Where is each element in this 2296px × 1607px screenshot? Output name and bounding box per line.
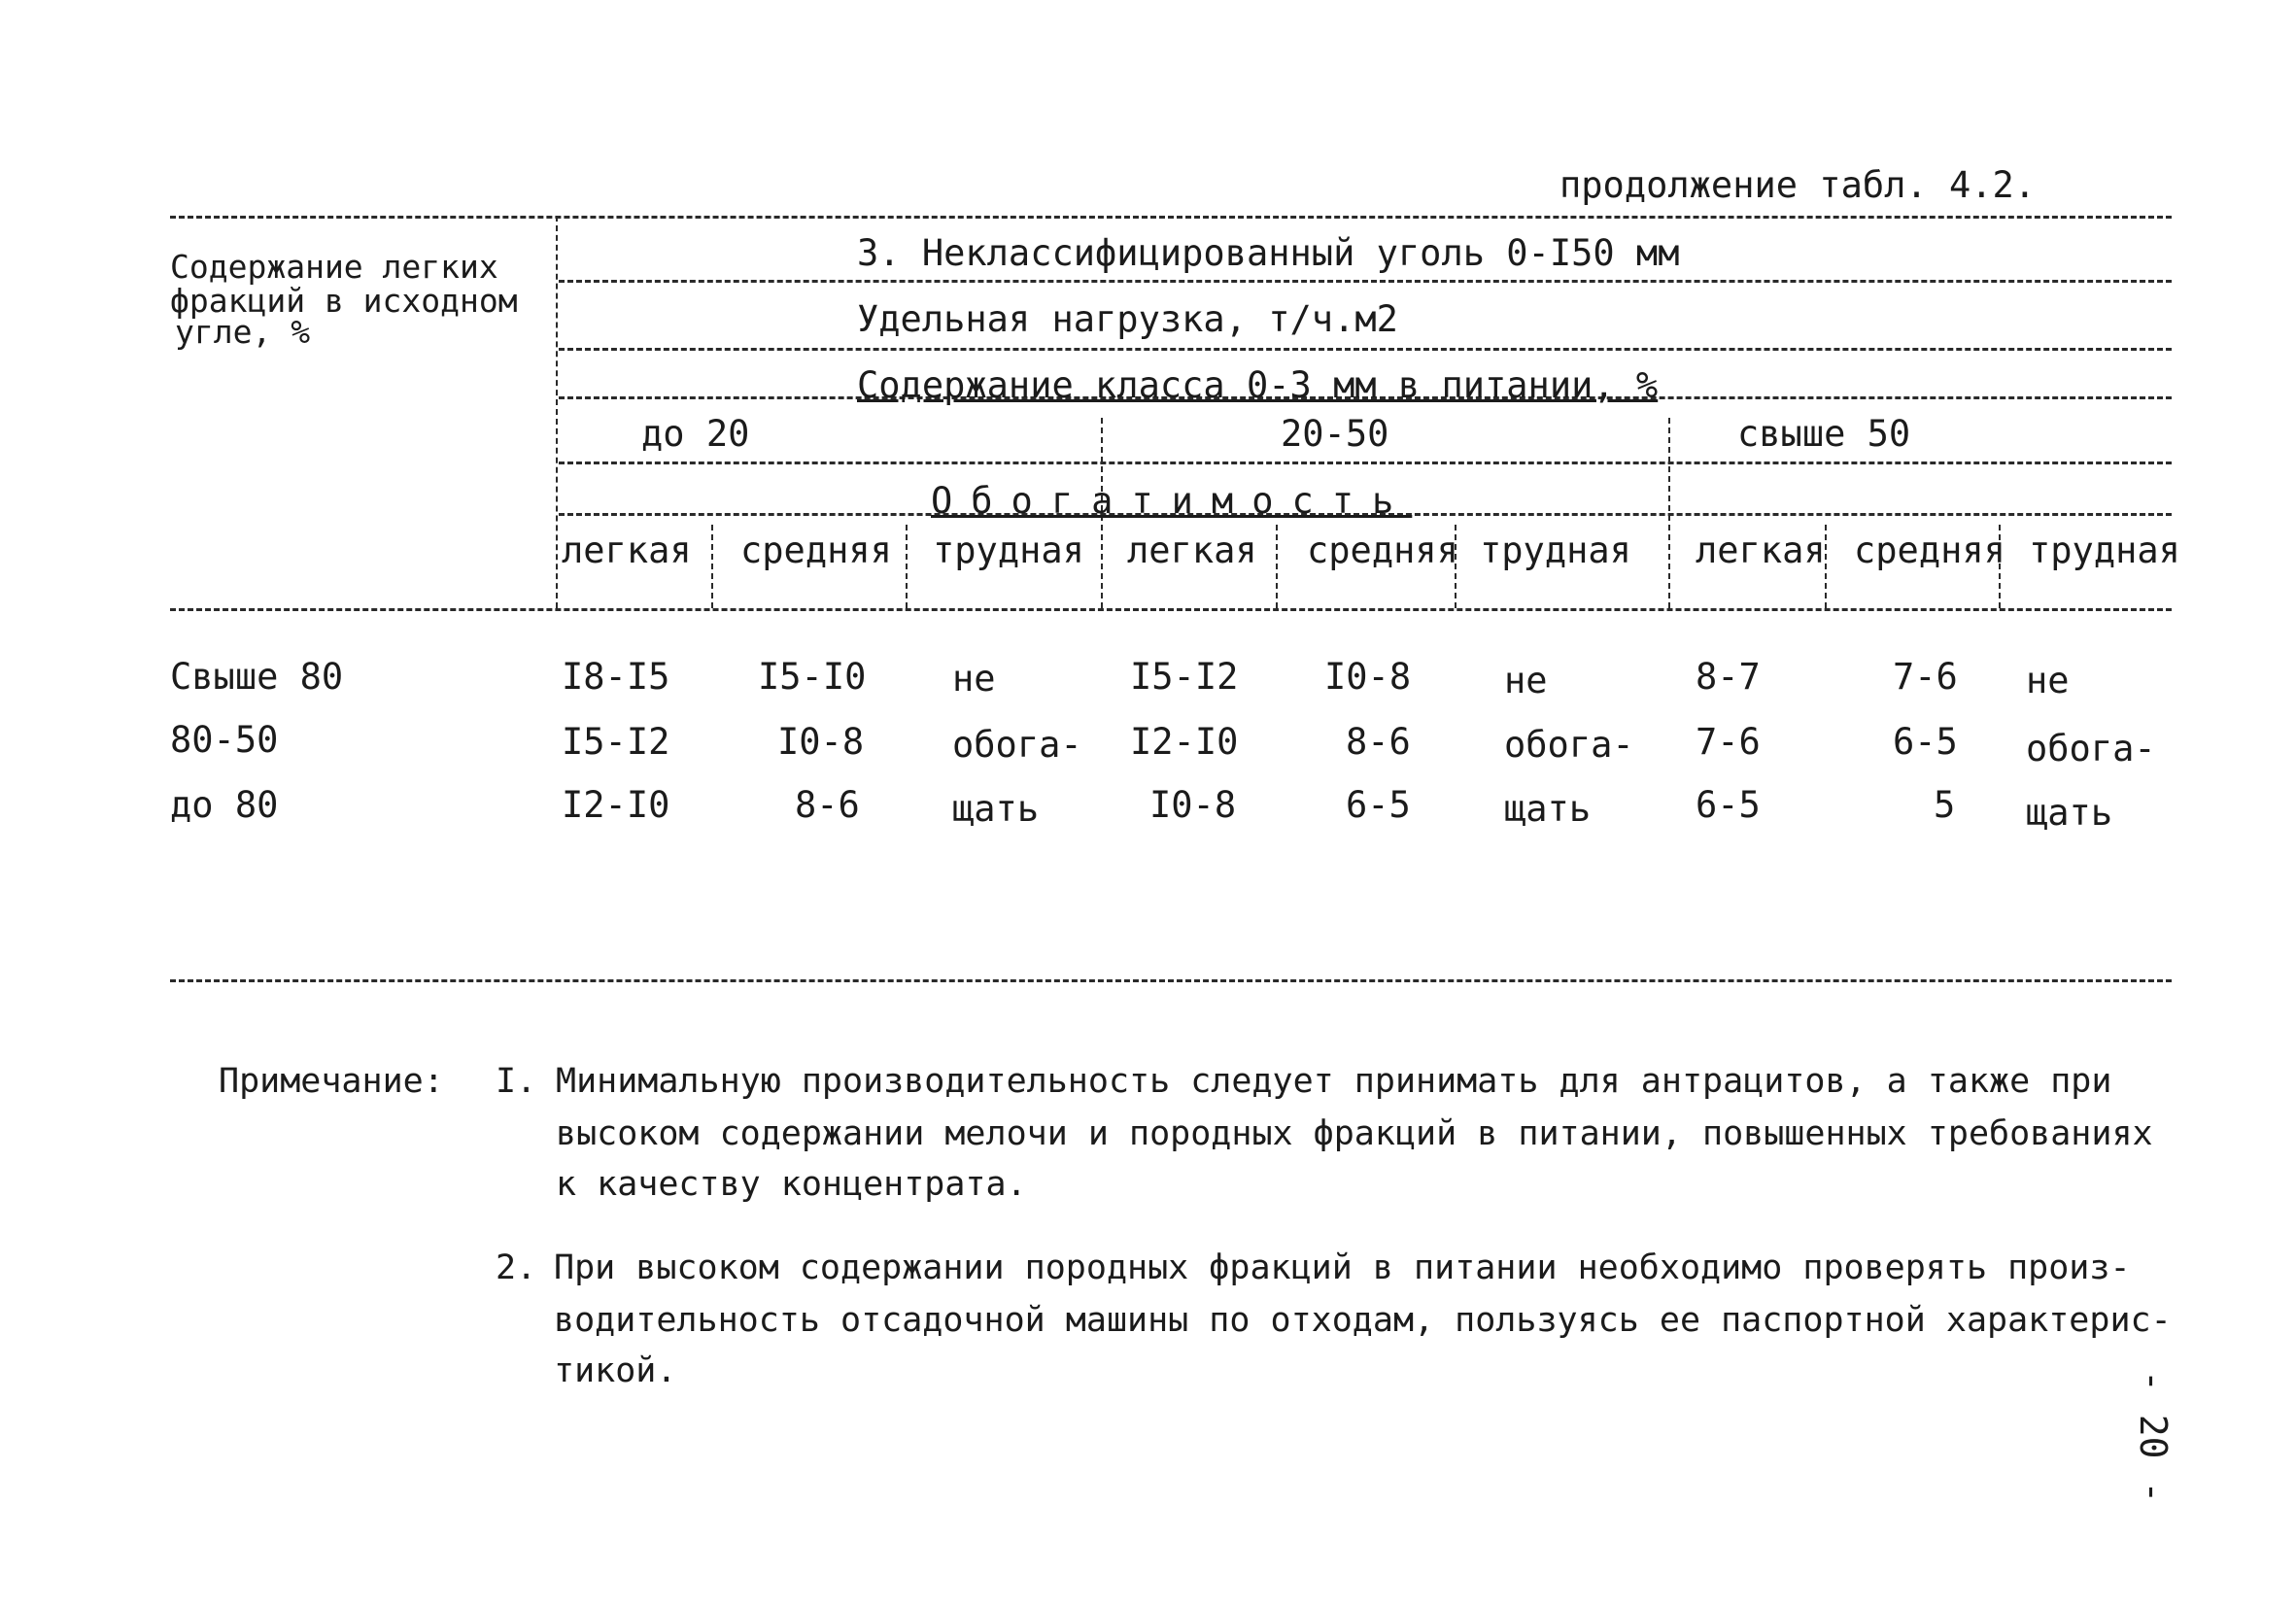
section-title: 3. Неклассифицированный уголь 0-I50 мм <box>857 232 1680 274</box>
table-cell: щать <box>1504 788 1592 830</box>
subheader-8: средняя <box>1854 530 2005 571</box>
note-2-line-2: водительность отсадочной машины по отходам, пользуясь ее паспортной характерис- <box>554 1301 2172 1340</box>
washability-label: Обогатимость <box>931 480 1413 522</box>
table-cell: I5-I0 <box>758 656 867 698</box>
table-cell: 8-6 <box>795 784 860 826</box>
note-1-line-3: к качеству концентрата. <box>556 1165 1027 1204</box>
groups-rule <box>559 462 2172 464</box>
table-cell: 5 <box>1934 784 1956 826</box>
header-bottom-rule <box>170 608 2172 611</box>
stub-header-line-1: Содержание легких <box>170 248 498 286</box>
group-label-over-50: свыше 50 <box>1737 413 1911 455</box>
row-label: Свыше 80 <box>170 656 344 698</box>
subheader-4: легкая <box>1127 530 1257 571</box>
table-cell: I0-8 <box>1324 656 1412 698</box>
table-cell: 8-6 <box>1346 721 1411 763</box>
table-cell: I0-8 <box>1149 784 1237 826</box>
table-cell: I2-I0 <box>1130 721 1239 763</box>
stub-header-line-3: угле, % <box>175 313 311 351</box>
subheader-9: трудная <box>2029 530 2180 571</box>
table-cell: I5-I2 <box>562 721 670 763</box>
table-cell: не <box>2026 660 2070 701</box>
note-2-number: 2. <box>496 1248 537 1287</box>
col-divider-4 <box>1276 525 1278 608</box>
title-rule <box>559 280 2172 283</box>
stub-header-line-2: фракций в исходном <box>170 282 518 320</box>
table-cell: 6-5 <box>1346 784 1411 826</box>
row-label: 80-50 <box>170 719 279 761</box>
table-cell: обога- <box>2026 728 2156 769</box>
table-cell: I2-I0 <box>562 784 670 826</box>
note-1-number: I. <box>496 1062 537 1101</box>
note-2-line-1: При высоком содержании породных фракций в питании необходимо проверять произ- <box>554 1248 2131 1287</box>
table-cell: I0-8 <box>777 721 865 763</box>
group-label-20-50: 20-50 <box>1281 413 1389 455</box>
table-top-rule <box>170 216 2172 219</box>
table-cell: обога- <box>1504 724 1634 766</box>
table-cell: не <box>952 658 996 700</box>
note-2-line-3: тикой. <box>554 1351 677 1390</box>
table-continuation-caption: продолжение табл. 4.2. <box>1559 164 2037 206</box>
table-cell: 7-6 <box>1696 721 1761 763</box>
load-rule <box>559 348 2172 351</box>
table-cell: щать <box>2026 792 2113 834</box>
table-cell: I5-I2 <box>1130 656 1239 698</box>
table-cell: щать <box>952 788 1040 830</box>
table-cell: 7-6 <box>1893 656 1958 698</box>
group-label-up-to-20: до 20 <box>641 413 750 455</box>
table-cell: 6-5 <box>1696 784 1761 826</box>
table-cell: 8-7 <box>1696 656 1761 698</box>
subheader-3: трудная <box>933 530 1084 571</box>
note-1-line-2: высоком содержании мелочи и породных фракций в питании, повышенных требованиях <box>556 1114 2153 1153</box>
notes-label: Примечание: <box>219 1062 444 1101</box>
subheader-2: средняя <box>740 530 892 571</box>
subheader-6: трудная <box>1480 530 1631 571</box>
subheader-7: легкая <box>1696 530 1826 571</box>
table-cell: I8-I5 <box>562 656 670 698</box>
stub-divider <box>556 216 558 608</box>
row-label: до 80 <box>170 784 279 826</box>
table-bottom-rule <box>170 979 2172 982</box>
table-cell: обога- <box>952 724 1082 766</box>
subheader-5: средняя <box>1307 530 1458 571</box>
group-divider-2 <box>1668 418 1670 608</box>
col-divider-2 <box>906 525 908 608</box>
col-divider-1 <box>711 525 713 608</box>
subheader-1: легкая <box>562 530 692 571</box>
fines-content-label: Содержание класса 0-3 мм в питании, % <box>857 364 1659 406</box>
table-cell: не <box>1504 660 1548 701</box>
note-1-line-1: Минимальную производительность следует принимать для антрацитов, а также при <box>556 1062 2112 1101</box>
specific-load-label: Удельная нагрузка, т/ч.м2 <box>857 298 1398 340</box>
page-number: - 20 - <box>2132 1370 2175 1504</box>
table-cell: 6-5 <box>1893 721 1958 763</box>
